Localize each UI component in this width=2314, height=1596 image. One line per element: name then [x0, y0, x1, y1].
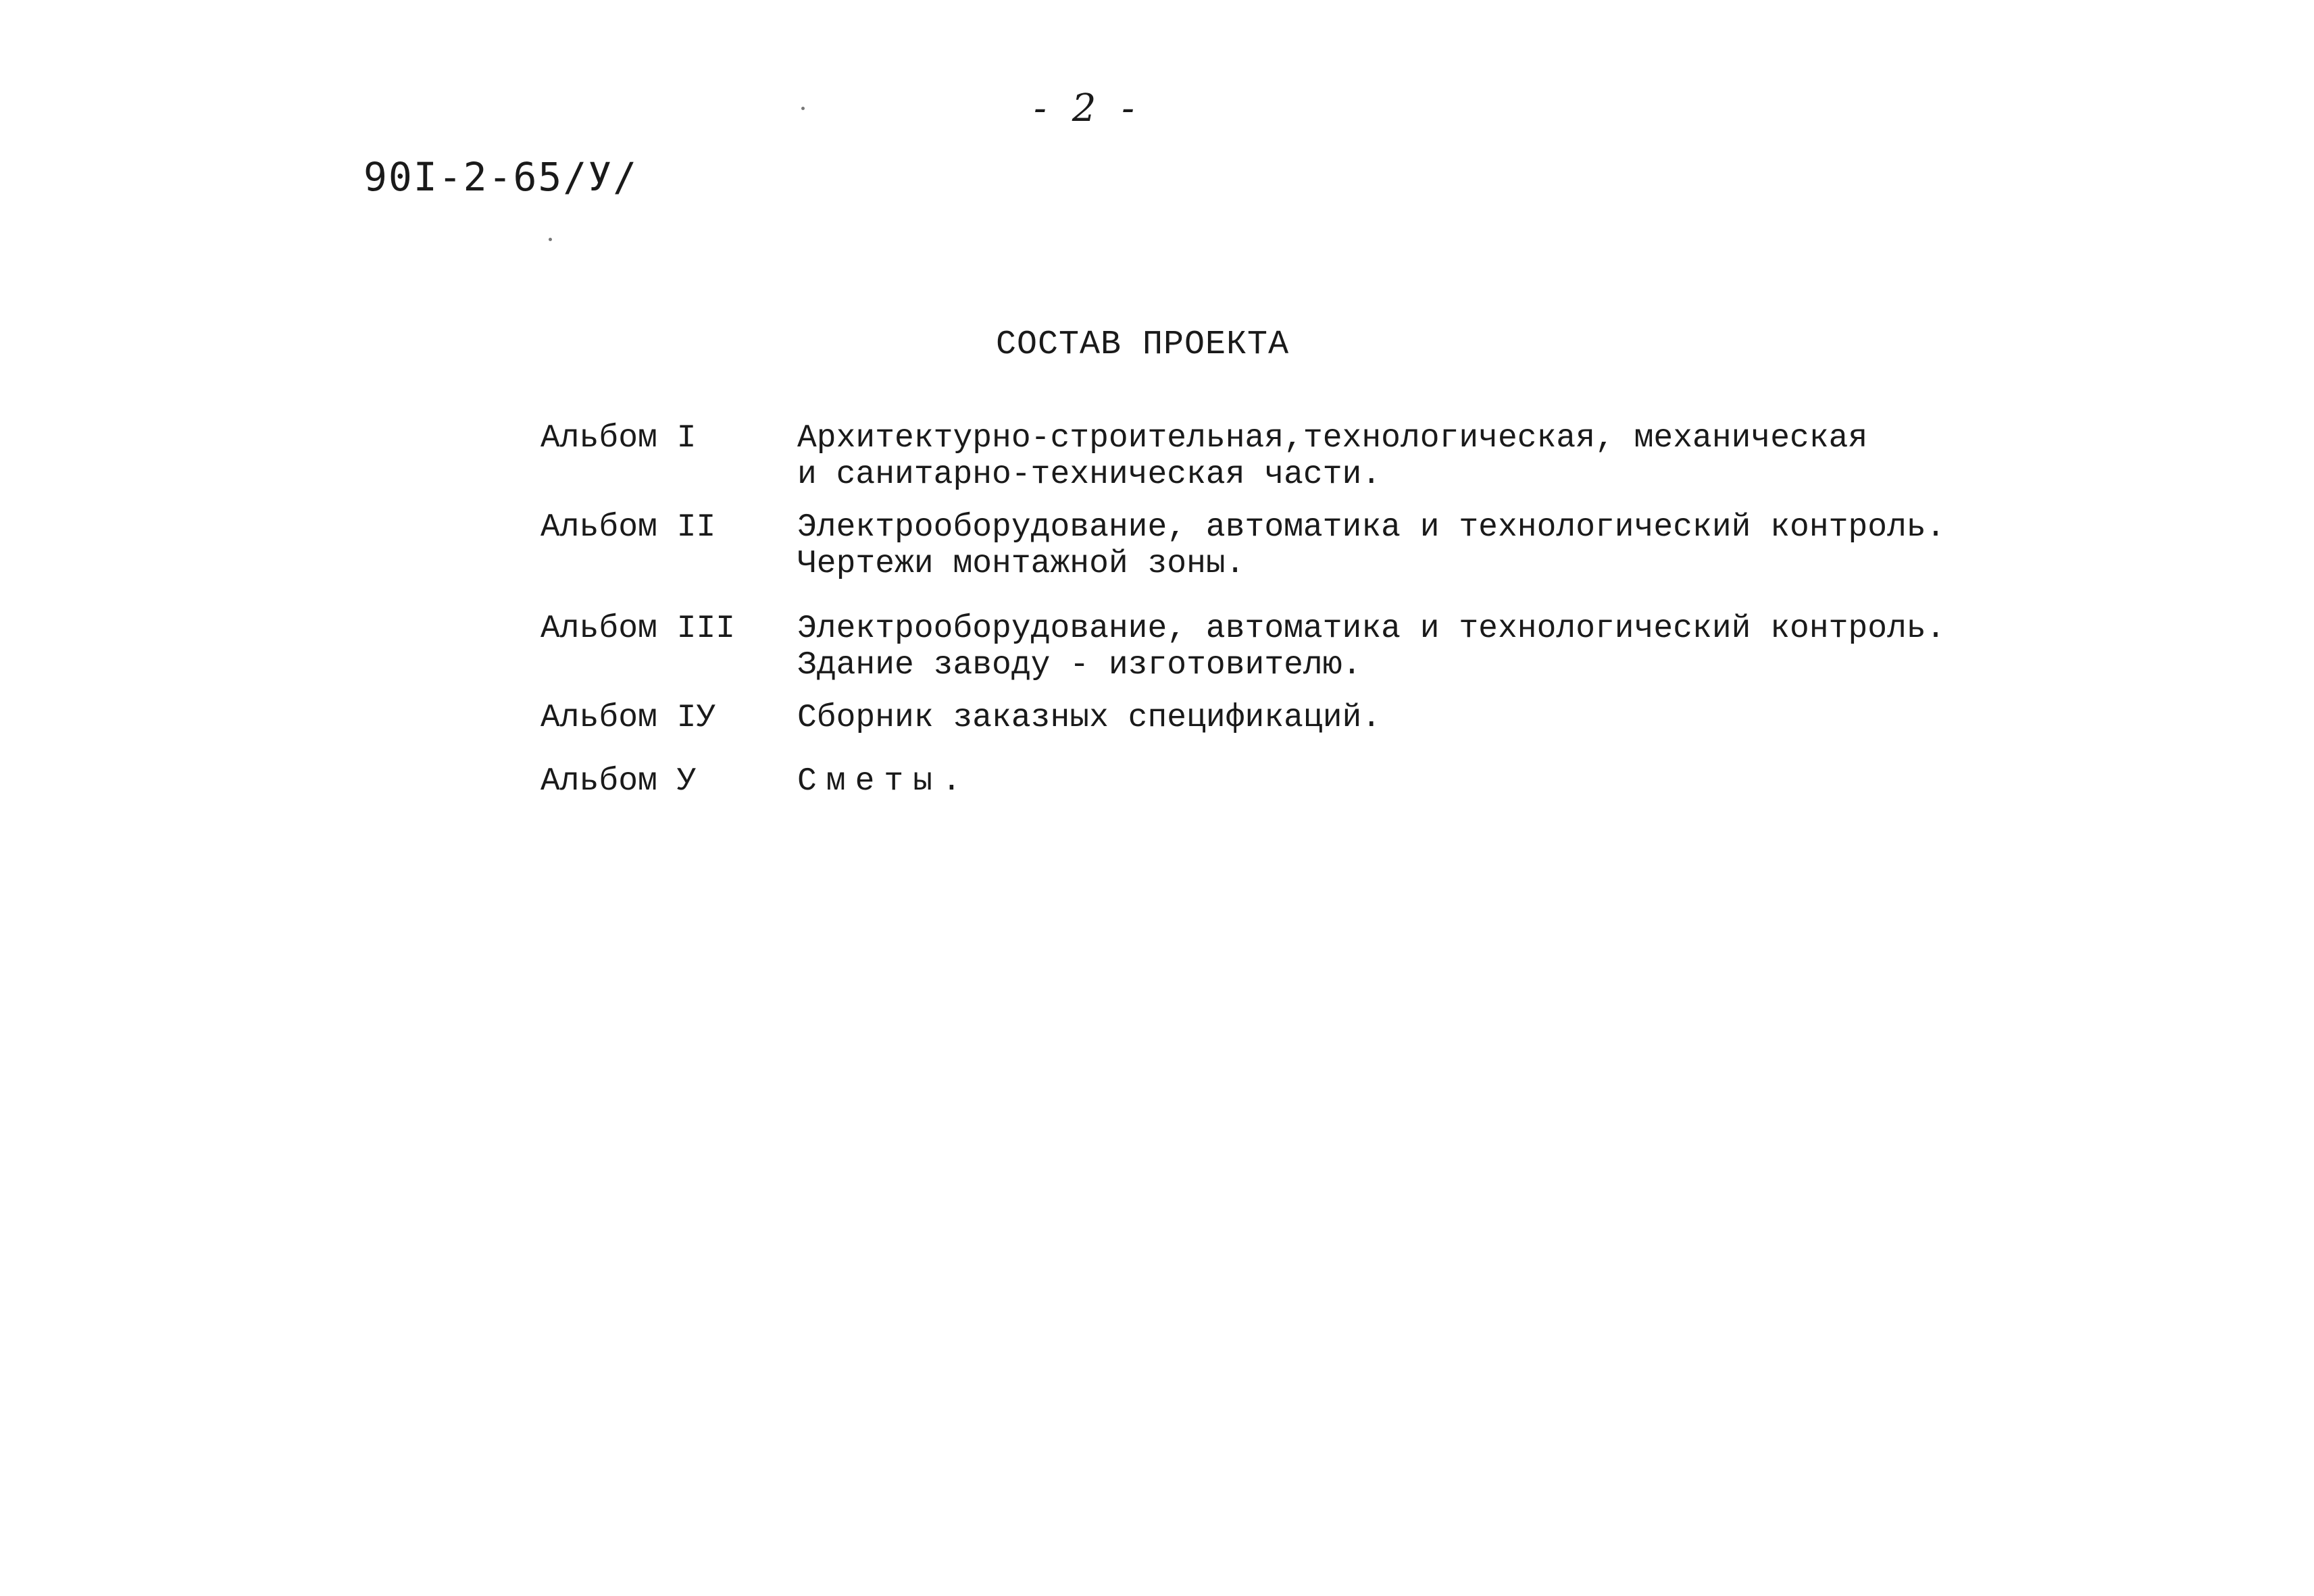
- list-item: [540, 420, 2270, 493]
- album-description-line: Электрооборудование, автоматика и технологический контроль.: [797, 611, 1946, 647]
- album-description-line: Сборник заказных спецификаций.: [797, 700, 1382, 736]
- document-code: 90I-2-65/У/: [363, 154, 638, 200]
- page-number: - 2 -: [1034, 86, 1142, 130]
- album-label: Альбом I: [540, 420, 697, 457]
- album-list: [540, 420, 2270, 800]
- album-label: Альбом IУ: [540, 700, 716, 736]
- album-description: [797, 763, 971, 800]
- list-item: [540, 611, 2270, 684]
- album-description: [797, 509, 1945, 582]
- list-item: [540, 700, 2270, 736]
- album-description-line: и санитарно-техническая части.: [797, 457, 1382, 493]
- list-item: [540, 763, 2270, 800]
- album-label: Альбом II: [540, 509, 716, 546]
- album-description-line: Архитектурно-строительная,технологическая, механическая: [797, 420, 1868, 457]
- album-description-line: Здание заводу - изготовителю.: [797, 647, 1362, 684]
- album-description-line: Чертежи монтажной зоны.: [797, 546, 1245, 582]
- page-title: СОСТАВ ПРОЕКТА: [996, 326, 1290, 364]
- album-description: [797, 700, 1381, 736]
- album-description-line: Электрооборудование, автоматика и технологический контроль.: [797, 509, 1946, 546]
- album-label: Альбом III: [540, 611, 736, 647]
- scan-speck: [549, 238, 552, 241]
- album-description: [797, 420, 1867, 493]
- list-item: [540, 509, 2270, 582]
- album-description-line: Сметы.: [797, 763, 971, 800]
- album-label: Альбом У: [540, 763, 697, 800]
- scan-speck: [801, 107, 805, 110]
- album-description: [797, 611, 1945, 684]
